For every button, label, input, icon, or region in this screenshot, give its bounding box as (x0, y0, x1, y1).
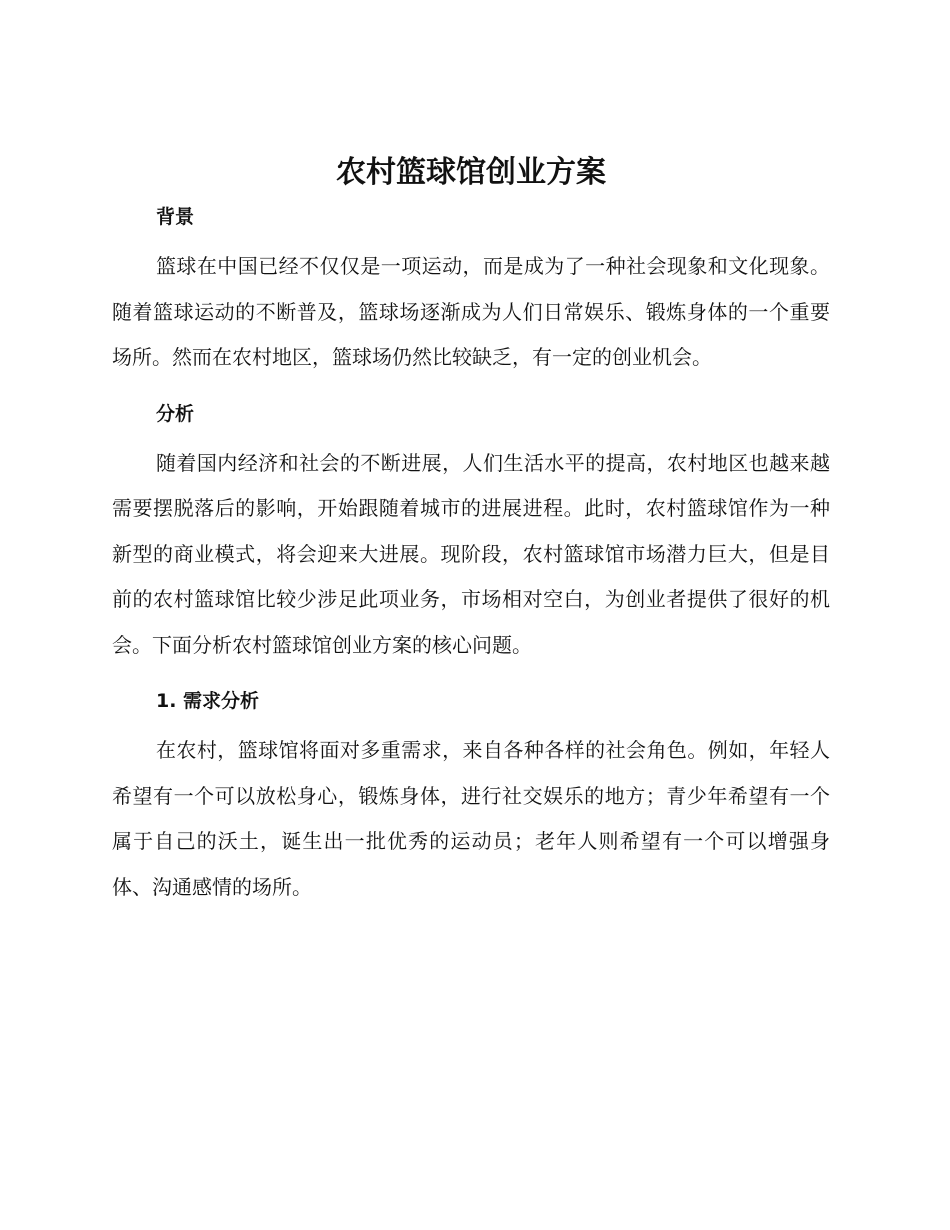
section-analysis (112, 399, 830, 669)
section-heading: 分析 (156, 402, 195, 425)
section-background (112, 202, 830, 381)
section-paragraph: 随着国内经济和社会的不断进展，人们生活水平的提高，农村地区也越来越需要摆脱落后的影响，开始跟随着城市的进展进程。此时，农村篮球馆作为一种新型的商业模式，将会迎来大进展。现阶段，农村篮球馆市场潜力巨大，但是目前的农村篮球馆比较少涉足此项业务，市场相对空白，为创业者提供了很好的机会。下面分析农村篮球馆创业方案的核心问题。 (112, 450, 830, 657)
document-page (112, 150, 830, 928)
section-paragraph: 篮球在中国已经不仅仅是一项运动，而是成为了一种社会现象和文化现象。随着篮球运动的不断普及，篮球场逐渐成为人们日常娱乐、锻炼身体的一个重要场所。然而在农村地区，篮球场仍然比较缺乏，有一定的创业机会。 (112, 254, 830, 369)
section-heading: 1. 需求分析 (156, 690, 260, 712)
document-title: 农村篮球馆创业方案 (336, 155, 606, 190)
section-heading: 背景 (156, 206, 195, 228)
section-paragraph: 在农村，篮球馆将面对多重需求，来自各种各样的社会角色。例如，年轻人希望有一个可以放松身心，锻炼身体，进行社交娱乐的地方；青少年希望有一个属于自己的沃土，诞生出一批优秀的运动员；老年人则希望有一个可以增强身体、沟通感情的场所。 (112, 738, 830, 899)
section-demand-analysis (112, 686, 830, 910)
